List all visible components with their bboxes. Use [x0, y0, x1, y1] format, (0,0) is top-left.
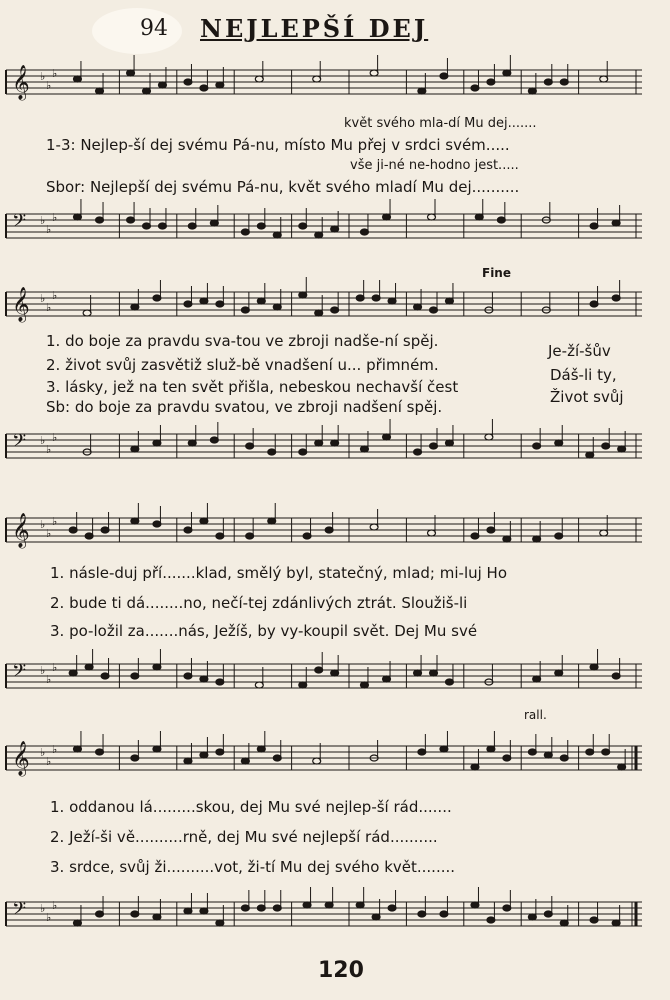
song-number: 94	[140, 16, 168, 41]
note-head	[471, 533, 479, 539]
music-system-4	[4, 708, 646, 936]
note-head	[299, 223, 307, 229]
note-head	[216, 749, 224, 755]
note-head	[85, 533, 93, 539]
music-system-1	[4, 58, 646, 248]
note-head	[544, 911, 552, 917]
note-head	[299, 449, 307, 455]
note-head	[241, 229, 249, 235]
bass-staff	[4, 658, 646, 692]
treble-clef-icon: 𝄞	[12, 287, 30, 322]
note-head	[143, 223, 151, 229]
note-head	[331, 226, 339, 232]
side-lyric: Dáš-li ty,	[550, 366, 617, 384]
side-lyric: Je-ží-šův	[548, 342, 611, 360]
note-head	[131, 673, 139, 679]
note-head	[383, 676, 391, 682]
note-head	[96, 88, 104, 94]
note-head	[69, 527, 77, 533]
page-number: 120	[318, 958, 364, 983]
fine-mark: Fine	[482, 266, 511, 280]
svg-text:♭: ♭	[46, 911, 52, 924]
note-head	[360, 446, 368, 452]
note-head	[528, 88, 536, 94]
note-head	[388, 298, 396, 304]
note-head	[127, 70, 135, 76]
note-head	[210, 437, 218, 443]
note-head	[602, 749, 610, 755]
note-head	[184, 301, 192, 307]
note-head	[246, 533, 254, 539]
note-head	[184, 79, 192, 85]
note-head	[131, 755, 139, 761]
note-head	[544, 752, 552, 758]
music-system-2	[4, 266, 646, 472]
svg-text:♭: ♭	[52, 515, 58, 528]
note-head	[158, 82, 166, 88]
bass-clef-icon: 𝄢	[12, 431, 27, 456]
svg-text:♭: ♭	[40, 214, 46, 227]
note-head	[96, 911, 104, 917]
note-head	[503, 536, 511, 542]
note-head	[497, 217, 505, 223]
note-head	[131, 304, 139, 310]
treble-clef-icon: 𝄞	[12, 741, 30, 776]
note-head	[257, 746, 265, 752]
side-lyric: Život svůj	[550, 388, 624, 406]
note-head	[471, 85, 479, 91]
lyric-line: 2. Ježí-ši vě..........rně, dej Mu své nejlepší rád..........	[50, 828, 438, 846]
note-head	[445, 298, 453, 304]
note-head	[475, 214, 483, 220]
note-head	[127, 217, 135, 223]
note-head	[184, 758, 192, 764]
note-head	[131, 446, 139, 452]
note-head	[315, 310, 323, 316]
note-head	[555, 440, 563, 446]
svg-text:♭: ♭	[46, 223, 52, 236]
bass-staff	[4, 428, 646, 462]
note-head	[440, 73, 448, 79]
note-head	[372, 295, 380, 301]
note-head	[418, 88, 426, 94]
lyric-line: květ svého mla-dí Mu dej.......	[344, 116, 537, 131]
note-head	[313, 758, 321, 764]
svg-text:♭: ♭	[40, 70, 46, 83]
note-head	[560, 79, 568, 85]
note-head	[299, 682, 307, 688]
note-head	[331, 307, 339, 313]
note-head	[590, 664, 598, 670]
note-head	[241, 758, 249, 764]
svg-text:♭: ♭	[46, 301, 52, 314]
note-head	[430, 307, 438, 313]
note-head	[216, 301, 224, 307]
note-head	[153, 746, 161, 752]
note-head	[200, 752, 208, 758]
svg-text:♭: ♭	[52, 661, 58, 674]
lyric-line: 1. do boje za pravdu sva-tou ve zbroji nadše-ní spěj.	[46, 332, 439, 350]
svg-text:♭: ♭	[46, 755, 52, 768]
note-head	[200, 298, 208, 304]
note-head	[299, 292, 307, 298]
note-head	[560, 755, 568, 761]
note-head	[528, 914, 536, 920]
note-head	[131, 911, 139, 917]
note-head	[73, 76, 81, 82]
song-title: NEJLEPŠÍ DEJ	[200, 14, 429, 43]
note-head	[612, 220, 620, 226]
note-head	[216, 920, 224, 926]
note-head	[544, 79, 552, 85]
note-head	[158, 223, 166, 229]
note-head	[471, 902, 479, 908]
note-head	[414, 449, 422, 455]
treble-staff	[4, 740, 646, 774]
note-head	[418, 749, 426, 755]
note-head	[257, 298, 265, 304]
note-head	[590, 301, 598, 307]
note-head	[315, 667, 323, 673]
svg-text:♭: ♭	[40, 902, 46, 915]
note-head	[586, 452, 594, 458]
note-head	[612, 295, 620, 301]
svg-text:♭: ♭	[46, 79, 52, 92]
note-head	[200, 518, 208, 524]
lyric-line: 1-3: Nejlep-ší dej svému Pá-nu, místo Mu přej v srdci svém.....	[46, 136, 510, 154]
note-head	[313, 76, 321, 82]
note-head	[303, 902, 311, 908]
note-head	[618, 446, 626, 452]
note-head	[430, 670, 438, 676]
svg-text:♭: ♭	[46, 527, 52, 540]
note-head	[528, 749, 536, 755]
note-head	[612, 920, 620, 926]
svg-text:♭: ♭	[52, 211, 58, 224]
note-head	[487, 917, 495, 923]
lyric-line: 3. po-ložil za.......nás, Ježíš, by vy-koupil svět. Dej Mu své	[50, 622, 478, 640]
note-head	[533, 676, 541, 682]
note-head	[533, 443, 541, 449]
note-head	[356, 902, 364, 908]
note-head	[503, 905, 511, 911]
note-head	[153, 664, 161, 670]
lyric-line: 2. život svůj zasvětiž služ-bě vnadšení u... přimném.	[46, 356, 439, 374]
note-head	[83, 310, 91, 316]
note-head	[131, 518, 139, 524]
treble-clef-icon: 𝄞	[12, 65, 30, 100]
bass-staff	[4, 896, 646, 930]
bass-clef-icon: 𝄢	[12, 661, 27, 686]
note-head	[555, 533, 563, 539]
note-head	[73, 746, 81, 752]
svg-text:♭: ♭	[52, 899, 58, 912]
note-head	[533, 536, 541, 542]
note-head	[315, 440, 323, 446]
note-head	[101, 527, 109, 533]
note-head	[487, 79, 495, 85]
lyric-line: 2. bude ti dá........no, nečí-tej zdánlivých ztrát. Sloužiš-li	[50, 594, 468, 612]
lyric-line: 3. srdce, svůj ži..........vot, ži-tí Mu dej svého květ........	[50, 858, 456, 876]
note-head	[487, 527, 495, 533]
note-head	[418, 911, 426, 917]
note-head	[73, 214, 81, 220]
note-head	[246, 443, 254, 449]
note-head	[257, 905, 265, 911]
note-head	[184, 908, 192, 914]
note-head	[200, 676, 208, 682]
note-head	[414, 304, 422, 310]
note-head	[560, 920, 568, 926]
note-head	[370, 70, 378, 76]
note-head	[241, 905, 249, 911]
lyric-line: Sbor: Nejlepší dej svému Pá-nu, květ svého mladí Mu dej..........	[46, 178, 520, 196]
note-head	[200, 85, 208, 91]
note-head	[184, 673, 192, 679]
note-head	[618, 764, 626, 770]
note-head	[360, 229, 368, 235]
note-head	[440, 746, 448, 752]
note-head	[241, 307, 249, 313]
note-head	[360, 682, 368, 688]
note-head	[273, 905, 281, 911]
note-head	[590, 223, 598, 229]
svg-text:♭: ♭	[52, 431, 58, 444]
note-head	[255, 76, 263, 82]
note-head	[200, 908, 208, 914]
treble-clef-icon: 𝄞	[12, 513, 30, 548]
treble-staff	[4, 286, 646, 320]
svg-text:♭: ♭	[52, 67, 58, 80]
note-head	[268, 518, 276, 524]
lyric-line: 1. oddanou lá.........skou, dej Mu své nejlep-ší rád.......	[50, 798, 452, 816]
note-head	[600, 530, 608, 536]
note-head	[471, 764, 479, 770]
lyric-line: 3. lásky, jež na ten svět přišla, nebeskou nechavší čest	[46, 378, 459, 396]
note-head	[440, 911, 448, 917]
note-head	[612, 673, 620, 679]
note-head	[428, 530, 436, 536]
svg-text:♭: ♭	[40, 292, 46, 305]
note-head	[325, 527, 333, 533]
note-head	[153, 440, 161, 446]
note-head	[503, 70, 511, 76]
note-head	[370, 524, 378, 530]
note-head	[85, 664, 93, 670]
svg-text:♭: ♭	[52, 743, 58, 756]
note-head	[216, 679, 224, 685]
note-head	[273, 755, 281, 761]
note-head	[487, 746, 495, 752]
note-head	[331, 670, 339, 676]
note-head	[315, 232, 323, 238]
svg-text:♭: ♭	[46, 443, 52, 456]
music-system-3	[4, 512, 646, 692]
rall-mark: rall.	[524, 708, 547, 722]
lyric-line: Sb: do boje za pravdu svatou, ve zbroji nadšení spěj.	[46, 398, 443, 416]
note-head	[273, 304, 281, 310]
note-head	[428, 214, 436, 220]
bass-clef-icon: 𝄢	[12, 899, 27, 924]
svg-text:♭: ♭	[46, 673, 52, 686]
note-head	[485, 434, 493, 440]
note-head	[153, 521, 161, 527]
note-head	[555, 670, 563, 676]
staff-lines	[6, 434, 642, 458]
note-head	[273, 232, 281, 238]
note-head	[602, 443, 610, 449]
svg-text:♭: ♭	[40, 746, 46, 759]
note-head	[268, 449, 276, 455]
note-head	[372, 914, 380, 920]
note-head	[445, 440, 453, 446]
note-head	[216, 533, 224, 539]
note-head	[153, 914, 161, 920]
note-head	[590, 917, 598, 923]
note-head	[184, 527, 192, 533]
note-head	[73, 920, 81, 926]
note-head	[383, 434, 391, 440]
note-head	[430, 443, 438, 449]
note-head	[356, 295, 364, 301]
note-head	[383, 214, 391, 220]
bass-staff	[4, 208, 646, 242]
note-head	[153, 295, 161, 301]
note-head	[325, 902, 333, 908]
note-head	[69, 670, 77, 676]
note-head	[445, 679, 453, 685]
note-head	[303, 533, 311, 539]
treble-staff	[4, 64, 646, 98]
note-head	[188, 440, 196, 446]
note-head	[210, 220, 218, 226]
note-head	[143, 88, 151, 94]
note-head	[331, 440, 339, 446]
note-head	[255, 682, 263, 688]
lyric-line: vše ji-né ne-hodno jest.....	[350, 158, 519, 173]
note-head	[96, 749, 104, 755]
svg-text:♭: ♭	[52, 289, 58, 302]
note-head	[503, 755, 511, 761]
note-head	[586, 749, 594, 755]
bass-clef-icon: 𝄢	[12, 211, 27, 236]
svg-text:♭: ♭	[40, 434, 46, 447]
note-head	[388, 905, 396, 911]
svg-text:♭: ♭	[40, 518, 46, 531]
svg-text:♭: ♭	[40, 664, 46, 677]
note-head	[257, 223, 265, 229]
lyric-line: 1. násle-duj pří.......klad, smělý byl, statečný, mlad; mi-luj Ho	[50, 564, 508, 582]
note-head	[101, 673, 109, 679]
note-head	[600, 76, 608, 82]
treble-staff	[4, 512, 646, 546]
note-head	[414, 670, 422, 676]
note-head	[188, 223, 196, 229]
note-head	[96, 217, 104, 223]
stamp-shadow	[92, 8, 182, 54]
note-head	[216, 82, 224, 88]
